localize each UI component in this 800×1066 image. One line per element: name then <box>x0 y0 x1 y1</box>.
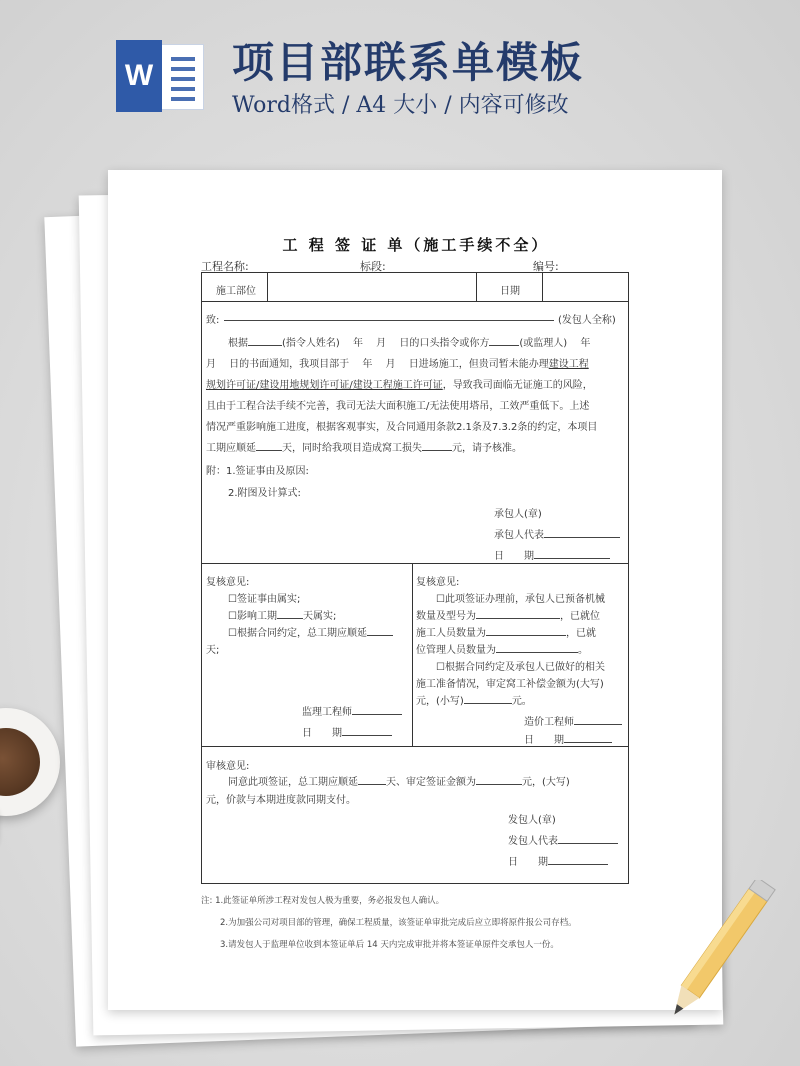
audit-title: 审核意见: <box>206 761 250 772</box>
note-3: 3.请发包人于监理单位收到本签证单后 14 天内完成审批并将本签证单原件交承包人一份。 <box>220 940 559 950</box>
number-label: 编号: <box>533 260 559 273</box>
review-left-title: 复核意见: <box>206 577 250 588</box>
to-label: 致: <box>206 315 220 326</box>
section-label: 标段: <box>360 260 386 273</box>
attachment-1: 附：1.签证事由及原因: <box>206 466 309 477</box>
project-name-label: 工程名称: <box>201 260 249 273</box>
coffee-mug-icon <box>0 708 60 816</box>
page-subtitle: Word格式 / A4 大小 / 内容可修改 <box>232 93 569 118</box>
note-1: 注: 1.此签证单所涉工程对发包人极为重要，务必报发包人确认。 <box>201 896 445 906</box>
word-letter: W <box>116 40 162 112</box>
visa-form-table: 施工部位 日期 致: (发包人全称) 根据 (指令人姓名) 年 月 日的口头指令或你方 (或监理人) 年 月 日的书面通知，我项目部于 年 月 日进场施工，但贵司暂未能办理建设工程 规划许可证/建设用地规划许可证/建设工程施工许可证，导致我司面临无证施工的风险， 且由于工程合法手续不完善，我司无法大面积施工/无法使用塔吊，工效严重低下。上述 情况严重影响施工进度，根据客观事实，及合同通用条款2.1条及7.3.2条的约定，本项目 工期应顺延 天，同时给我项目造成窝工损失 元，请予核准。 附：1.签证事由及原因: 2.附图及计算式: 承包人(章) 承包人代表 日 期 复核意见: ☐签证事由属实; ☐影响工期 天属实; ☐根据合同约定，总工期应顺延 天; 监理工程师 日 期 复核意见: ☐此项签证办理前，承包人已预备机械 数量及型号为 ，已就位 施工人员数量为 ，已就 位管理人员数量为 。 ☐根据合同约定及承包人已做好的相关 施工准备情况，审定窝工补偿金额为(大写) 元，(小写) 元。 造价工程师 日 期 审核意见: 同意此项签证，总工期应顺延 天、审定签证金额为 元，(大写) 元，价款与本期进度款同期支付。 发包人(章) 发包人代表 日 期 <box>201 272 629 884</box>
employer-seal: 发包人(章) <box>508 815 556 826</box>
date-label: 日期 <box>500 286 520 297</box>
attachment-2: 2.附图及计算式: <box>228 488 301 499</box>
form-title: 工 程 签 证 单（施工手续不全） <box>282 236 550 254</box>
note-2: 2.为加强公司对项目部的管理，确保工程质量，该签证单审批完成后应立即将原件报公司存档。 <box>220 918 577 928</box>
review-right-title: 复核意见: <box>416 577 460 588</box>
employer-full-name-hint: (发包人全称) <box>558 315 616 326</box>
contractor-seal: 承包人(章) <box>494 509 542 520</box>
pencil-icon <box>640 880 790 1040</box>
site-label: 施工部位 <box>216 286 256 297</box>
page-title: 项目部联系单模板 <box>232 38 585 87</box>
word-logo-icon <box>116 40 204 112</box>
